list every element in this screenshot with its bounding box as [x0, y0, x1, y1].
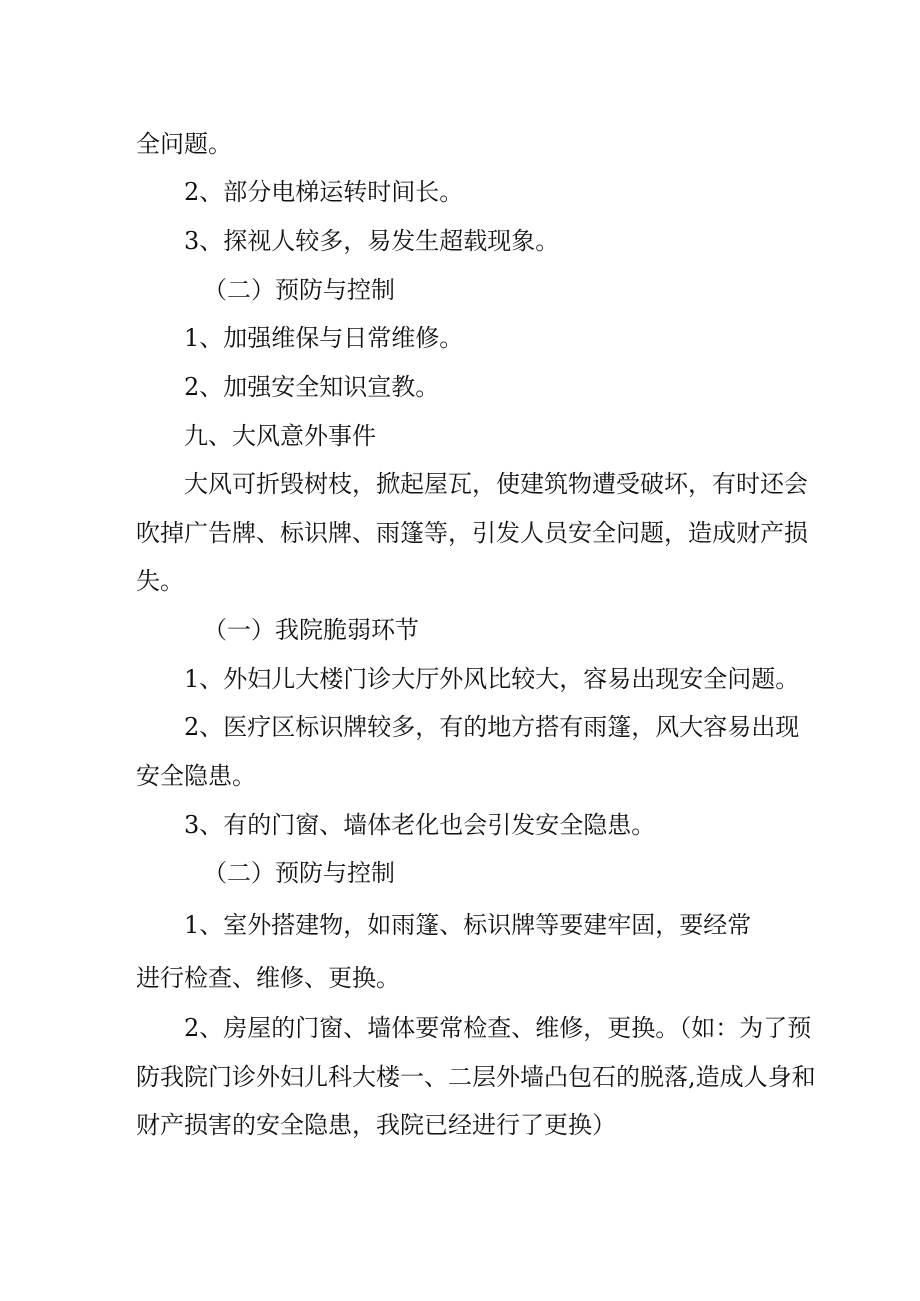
list-item: 2、医疗区标识牌较多，有的地方搭有雨篷，风大容易出现: [184, 713, 800, 741]
paragraph-line: 大风可折毁树枝，掀起屋瓦，使建筑物遭受破坏，有时还会: [184, 470, 808, 498]
list-item-continuation: 防我院门诊外妇儿科大楼一、二层外墙凸包石的脱落,造成人身和: [136, 1063, 816, 1091]
list-item: 3、探视人较多，易发生超载现象。: [184, 227, 560, 255]
paragraph-line: 吹掉广告牌、标识牌、雨篷等，引发人员安全问题，造成财产损: [136, 519, 808, 547]
list-item: 1、加强维保与日常维修。: [184, 324, 464, 352]
list-item: 1、室外搭建物，如雨篷、标识牌等要建牢固，要经常: [184, 911, 752, 939]
list-item: 3、有的门窗、墙体老化也会引发安全隐患。: [184, 811, 656, 839]
list-item-continuation: 财产损害的安全隐患，我院已经进行了更换）: [136, 1111, 616, 1139]
list-item: 2、部分电梯运转时间长。: [184, 178, 464, 206]
subsection-heading: （二）预防与控制: [203, 276, 395, 304]
subsection-heading: （二）预防与控制: [203, 859, 395, 887]
list-item: 1、外妇儿大楼门诊大厅外风比较大，容易出现安全问题。: [184, 665, 800, 693]
list-item-continuation: 安全隐患。: [136, 762, 256, 790]
subsection-heading: （一）我院脆弱环节: [203, 616, 419, 644]
text-line: 全问题。: [136, 130, 232, 158]
list-item: 2、房屋的门窗、墙体要常检查、维修，更换。（如：为了预: [184, 1014, 812, 1042]
list-item: 2、加强安全知识宣教。: [184, 373, 440, 401]
paragraph-line: 失。: [136, 567, 184, 595]
list-item-continuation: 进行检查、维修、更换。: [136, 964, 400, 992]
section-heading: 九、大风意外事件: [184, 422, 376, 450]
